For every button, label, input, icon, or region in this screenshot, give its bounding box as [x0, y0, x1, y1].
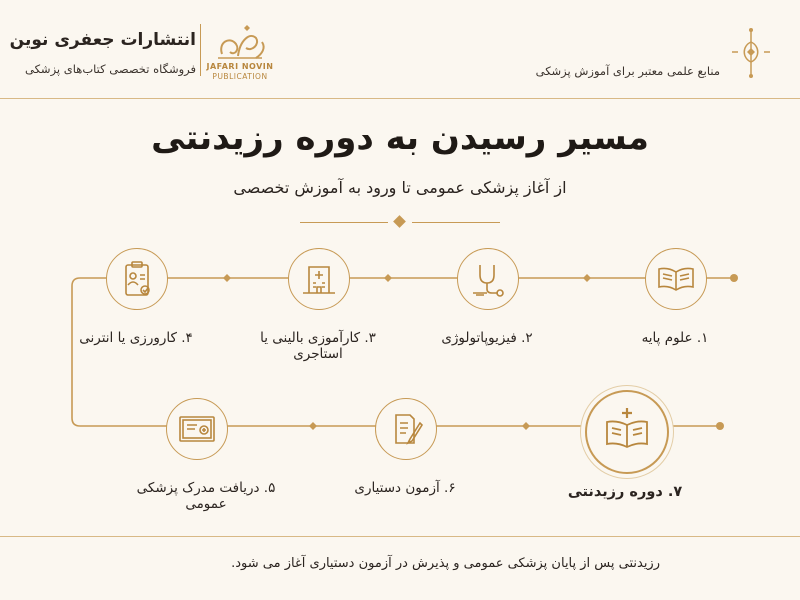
publisher-name: انتشارات جعفری نوین [9, 30, 196, 50]
footer-text: رزیدنتی پس از پایان پزشکی عمومی و پذیرش در آزمون دستیاری آغاز می شود. [231, 556, 660, 571]
step-3-circle [288, 248, 350, 310]
step-6-circle [375, 398, 437, 460]
footer-divider [0, 536, 800, 537]
stethoscope-icon [458, 249, 518, 309]
certificate-icon [167, 399, 227, 459]
medical-book-icon [587, 392, 667, 472]
book-icon [646, 249, 706, 309]
step-5-circle [166, 398, 228, 460]
step-4-circle [106, 248, 168, 310]
step-7-circle [585, 390, 669, 474]
clipboard-icon [107, 249, 167, 309]
step-5-label: ۵. دریافت مدرک پزشکی عمومی [136, 480, 276, 512]
page-title: مسیر رسیدن به دوره رزیدنتی [151, 118, 649, 158]
exam-icon [376, 399, 436, 459]
publisher-subtitle: فروشگاه تخصصی کتاب‌های پزشکی [25, 62, 196, 76]
tagline: منابع علمی معتبر برای آموزش پزشکی [535, 64, 720, 78]
step-3-label: ۳. کارآموزی بالینی یا استاجری [260, 330, 376, 362]
step-4-label: ۴. کارورزی یا انترنی [79, 330, 193, 346]
step-1-label: ۱. علوم پایه [641, 330, 709, 346]
hospital-icon [289, 249, 349, 309]
step-2-circle [457, 248, 519, 310]
step-6-label: ۶. آزمون دستیاری [354, 480, 456, 496]
step-2-label: ۲. فیزیوپاتولوژی [441, 330, 533, 346]
step-7-label: ۷. دوره رزیدنتی [567, 484, 683, 500]
logo-text: JAFARI NOVIN PUBLICATION [206, 62, 274, 81]
page-subtitle: از آغاز پزشکی عمومی تا ورود به آموزش تخصصی [233, 178, 567, 197]
step-1-circle [645, 248, 707, 310]
